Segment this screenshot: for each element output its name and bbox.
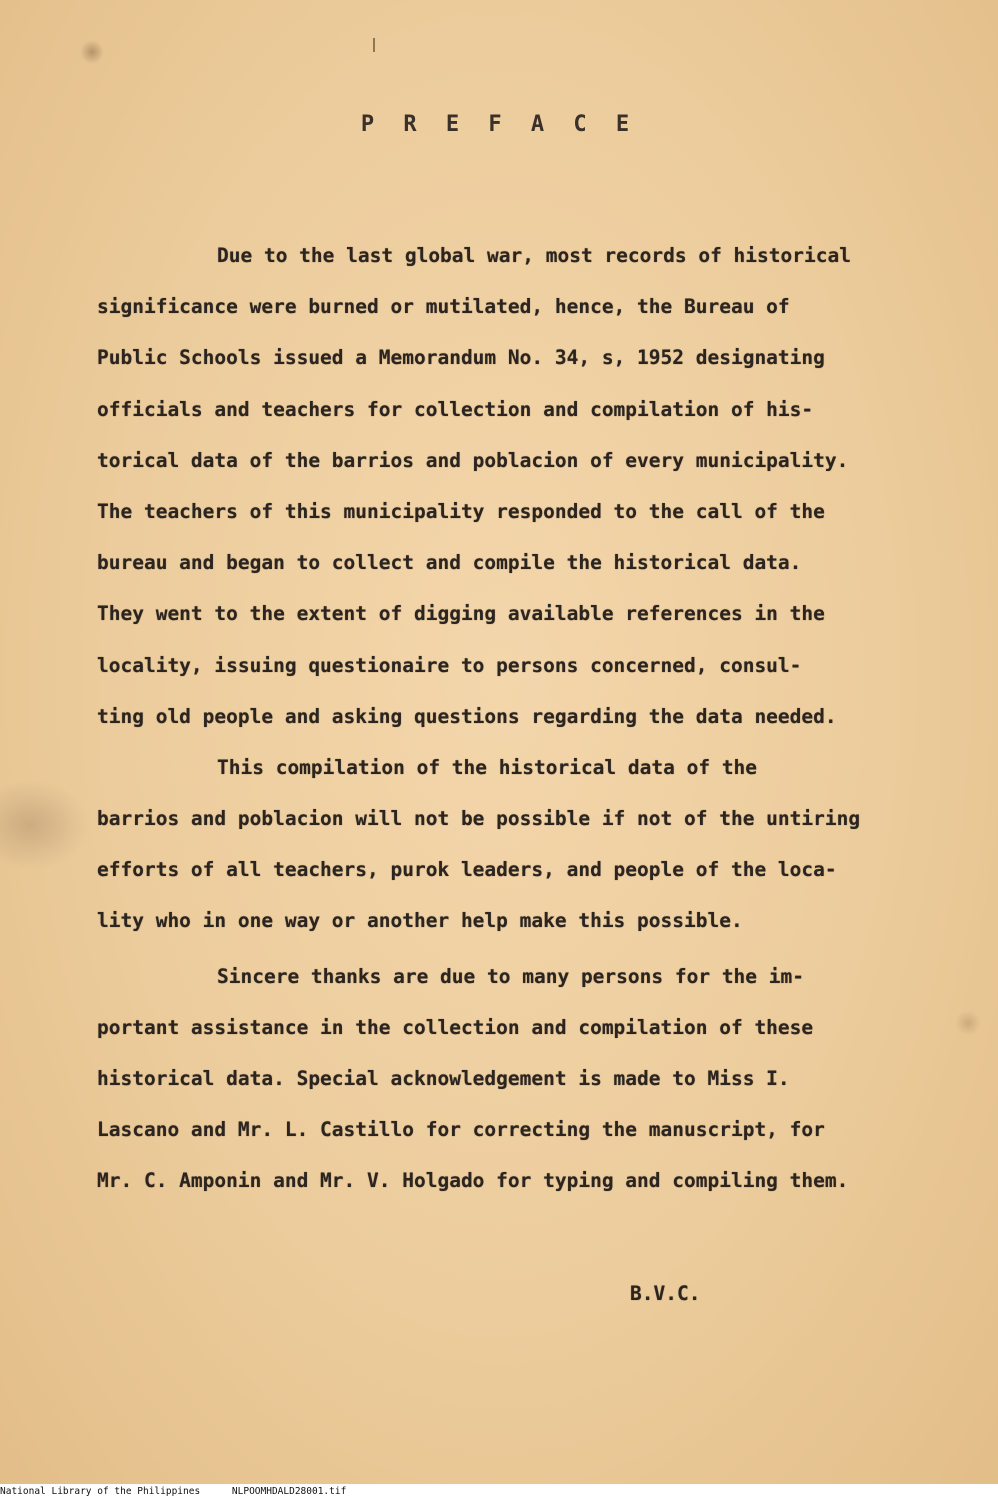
paper-mark [373,38,375,52]
paper-stain [0,780,90,870]
text-line: This compilation of the historical data of the [217,755,758,779]
text-line: barrios and poblacion will not be possible if not of the untiring [97,807,861,831]
footer-filename: NLPOOMHDALD28001.tif [231,1486,347,1497]
paragraph-1 [97,230,927,742]
page-title: P R E F A C E [360,112,638,137]
footer-institution: National Library of the Philippines [0,1486,201,1497]
text-line: lity who in one way or another help make this possible. [97,909,743,933]
text-line: efforts of all teachers, purok leaders, and people of the loca- [97,858,837,882]
text-line: bureau and began to collect and compile the historical data. [97,551,802,575]
paragraph-2 [97,742,927,947]
text-line: The teachers of this municipality responded to the call of the [97,499,825,523]
text-line: Lascano and Mr. L. Castillo for correcting the manuscript, for [97,1118,825,1142]
text-line: significance were burned or mutilated, hence, the Bureau of [97,295,790,319]
text-line: torical data of the barrios and poblacion of every municipality. [97,448,849,472]
signature-initials: B.V.C. [630,1282,701,1305]
text-line: ting old people and asking questions regarding the data needed. [97,704,837,728]
text-line: They went to the extent of digging available references in the [97,602,825,626]
text-line: Due to the last global war, most records of historical [217,244,851,267]
text-line: portant assistance in the collection and compilation of these [97,1015,814,1039]
text-line: Public Schools issued a Memorandum No. 34, s, 1952 designating [97,346,825,370]
text-line: officials and teachers for collection and compilation of his- [97,397,814,421]
scan-footer [0,1484,998,1500]
paragraph-3 [97,951,927,1207]
paper-spot [955,1010,981,1036]
text-line: historical data. Special acknowledgement is made to Miss I. [97,1067,790,1090]
document-body [97,230,927,1207]
text-line: locality, issuing questionaire to persons concerned, consul- [97,653,802,677]
text-line: Mr. C. Amponin and Mr. V. Holgado for typing and compiling them. [97,1169,849,1193]
text-line: Sincere thanks are due to many persons for the im- [217,964,804,988]
paper-spot [80,40,104,64]
